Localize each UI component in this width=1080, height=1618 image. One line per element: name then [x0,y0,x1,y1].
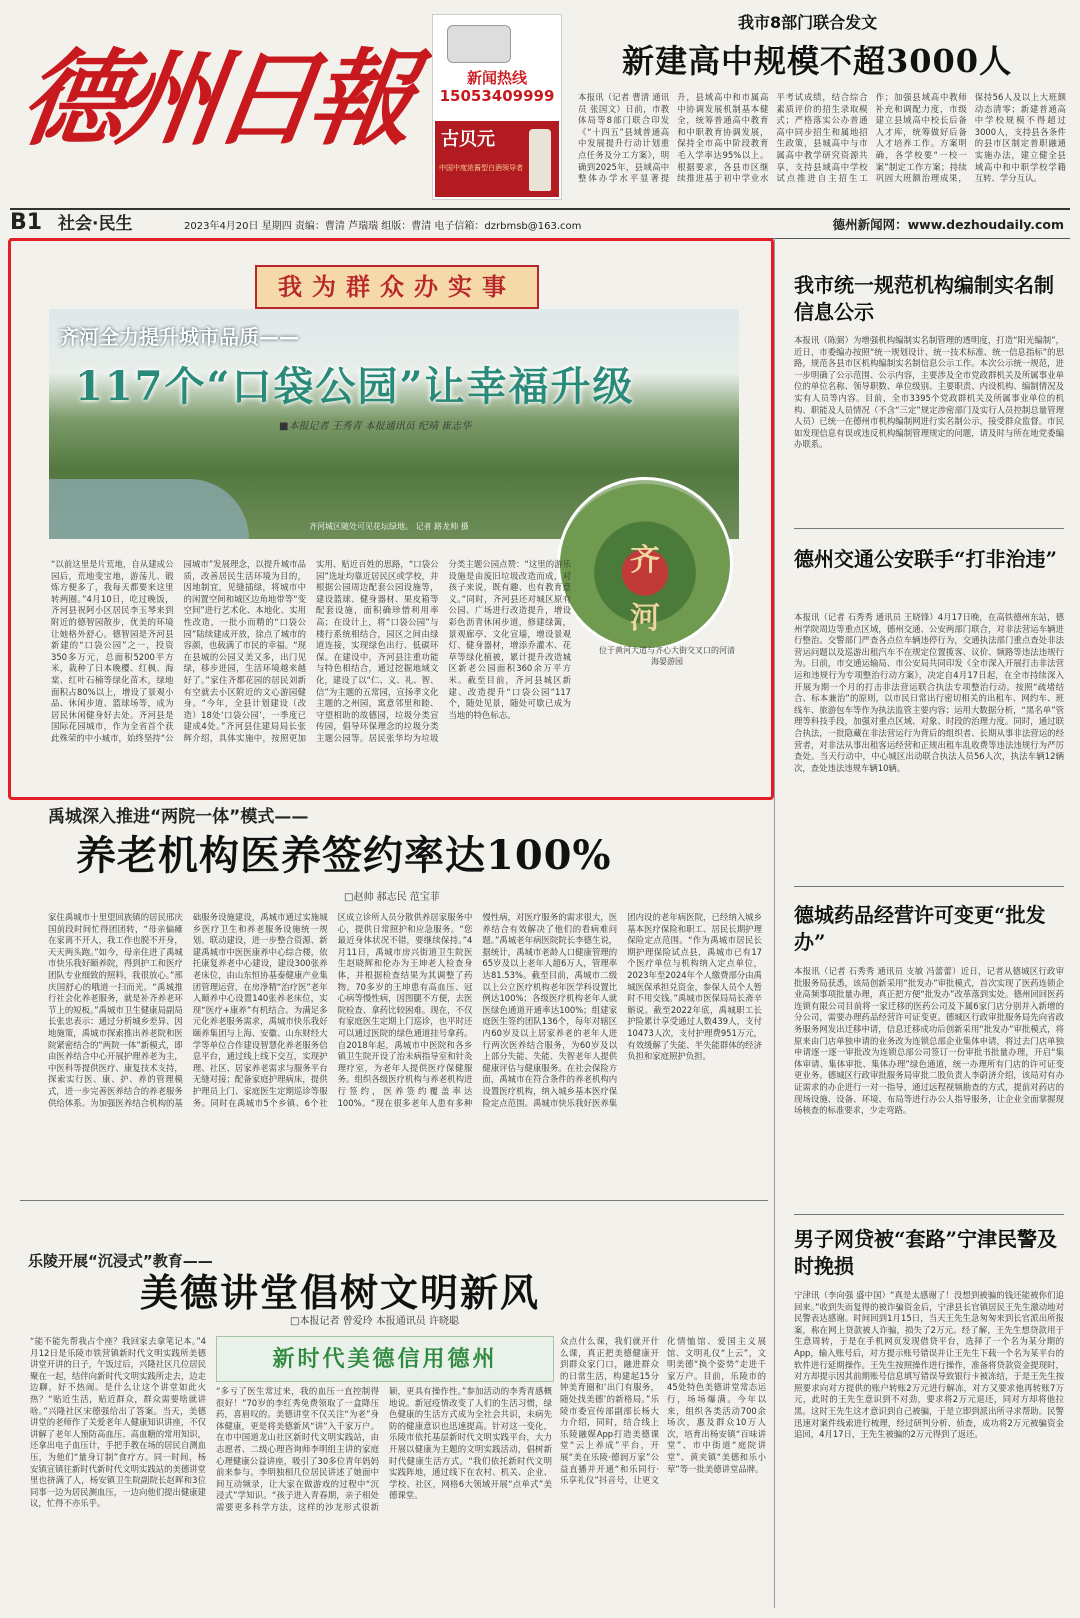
feature-headline: 117个“口袋公园”让幸福升级 [75,363,635,410]
ad-brand: 古贝元 [441,129,495,150]
feature-body: “以前这里是片荒地，自从建成公园后，荒地变宝地，游荡儿、锻炼方便多了，我每天都要来这里转两圈。”4月10日，吃过晚饭，齐河县祝阿小区居民李玉琴来到附近的德智园散步，优美的环境让她格外舒心。德智园是齐河县新建的“口袋公园”之一，投资350多万元，总面积5200平方米，栽种了日本晚樱、红枫、海棠、红叶石楠等绿化苗木，绿地面积占80%以上，增设了景观小品、休闲步道、篮球场等，成为居民休闲健身好去处。齐河县是国际花园城市，作为全省首个获此殊荣的中小城市，始终坚持“公园城市”发展理念，以提升城市品质，改善居民生活环境为目的，因地制宜，见缝插绿，将城市中的闲置空间和城区边角地带等“变空间”进行艺术化、本地化、实用性改造，一批小而精的“口袋公园”陆续建成开放，徐点了城市的容颜，也载满了市民的幸福。“现在县城的公园又美又多，出门见绿，移步进园，生活环境越来越好了。”家住齐都花园的居民刘新有空就去小区附近的文心游园健身。“今年，全县计划建设（改造）18处‘口袋公园’，一季度已建成4处。”齐河县住建局局长张辉介绍，具体实施中，按照更加实用、贴近百姓的思路，“口袋公园”选址均靠近居民区或学校，并根据公园周边配套公园设施等，建设篮球、健身器材、果皮箱等配套设施，面积确珍惜利用率高；在设计上，将“口袋公园”与楼行系统相结合，园区之间由绿道连接，实现绿色出行、低碳环保。在建设中，齐河县注重功能与特色相结合，通过挖掘地域文化，建设了以“仁、义、礼、智、信”为主题的五常园，宣扬孝文化主题的之州园，寓意邻里和睦、守望相助的故德园，垃圾分类宣传园，倡导环保理念的垃圾分类主题公园等。居民张华均为垃圾分类主题公园点赞：“这里的游乐设施是由废旧垃圾改造而成，对孩子来说，既有趣、也有教育意义。”同时，齐河县还对城区原有公园、广场进行改造提升，增设彩色沥青休闲步道，修建绿篱，景观廊亭、文化宣墙，增设景观灯、健身器材，增添乔灌木、花草等绿化植被，累计提升改造城区新老公园面积360余万平方米。截至目前，齐河县城区新建、改造提升“口袋公园”117个，随处见景，随处可歇已成为当地的特色标志。 [51,559,571,743]
top-story-headline: 新建高中规模不超3000人 [622,42,1013,80]
divider [794,1214,1064,1215]
flower-garden-inset-photo [557,477,733,651]
divider [20,1200,768,1201]
ad-slogan: 中国中度浓酱型白酒领导者 [439,164,523,172]
inset-flower-text: 齐河 [630,543,660,636]
feature-body-continued [577,653,757,777]
hotline-number: 15053409999 [439,87,555,105]
hotline-ad-box [432,14,562,200]
right-story-2-body: 本报讯（记者 石秀秀 通讯员 王晓锋）4月17日晚，在高铁德州东站，德州学院周边等重点区域，德州交通、公安两部门联合，对非法营运车辆进行整治。交警部门严查各点位车辆违停行为，交通执法部门重点查处非法营运问题以及巡游出租汽车不在规定位置揽客、议价、频路等违法违规行为。日前，市交通运输局、市公安局共同印发《全市深入开展打击非法营运和违规行为专项整治行动方案》，决定自4月17日起，在全市持续深入开展为期一个月的打击非法营运联合执法专项整治行动。按照“疏堵结合、标本兼治”的原则，以市民日常出行密切相关的出租车、网约车、班线车、旅游包车等作为执法监管主要内容；运用大数据分析，“黑名单”管理等科技手段，加强对重点区域、对象、时段的治理力度。同时，通过联合执法，一批隐藏在非法营运行为背后的组织者、长期从事非法营运的经营者，对非法从事出租客运经营和正规出租车乱收费等违法违规行为严厉查处。当天行动中，中心城区出动联合执法人员56人次，执法车辆12辆次，查处违法违规车辆10辆。 [794,612,1064,773]
hotline-label: 新闻热线 [466,69,527,87]
right-story-3-body: 本报讯（记者 石秀秀 通讯员 支敏 冯蕾蕾）近日，记者从德城区行政审批服务局获悉，该局创新采用“批发办”审批模式，首次实现了医药连锁企业高频事项批量办理，真正把方便“批发办”改革落到实处。德州回回医药连锁有限公司目前将一家迁移的医药公司及下属6家门店分别并入新增的分公司，需要办理药品经营许可证变更。德城区行政审批服务局先向省政务服务网发出迁移申请，信息迁移成功后创新采用“批发办”审批模式，将原来由门店单独申请的业务改为连锁总部企业集体申请，将过去门店单独申请逐一逐一审批改为连锁总部公司签订一份审批书批量办理，开启“集体审请、集体审批、集体办理”绿色通道，统一办理所有门店的许可证变更业务。德城区行政审批服务局审批二股负责人李蔚济介绍，该局对有办证需求的办企进行一对一指导，通过远程视频勘查的方式，提前对药店的现场设施、设备、环境、布局等进行办公人指导服务，让企业全面掌握现场核查的标准要求，少走弯路。 [794,966,1064,1116]
website-info: 德州新闻网：www.dezhoudaily.com [832,217,1064,232]
right-story-2-title: 德州交通公安联手“打非治违” [794,547,1058,571]
feature-article-highlight [8,238,774,800]
divider [794,528,1064,529]
bottle-icon [529,129,551,191]
telephone-icon [447,25,511,63]
feature-banner-text: 我为群众办实事 [278,272,516,301]
bottom-story-right-body: 众点什么课，我们就开什么课，真正把美德健康开到群众家门口，融进群众的日常生活，构建起15分钟美育圈和’出门有服务，随处找美德’的新格局。”乐陵市委宣传部副部长杨大力介绍，同时，结合线上乐陵融媒App打造美德课堂“云上养成”平台，开展“美在乐陵·德润万家”公益直播并开通“和乐同行·乐享礼仪”抖音号，让更文化情恤馆、爱国主义展馆、文明礼仪“上云”，文明美德“换个姿势”走进千家万户。目前，乐陵市的45处特色美德讲堂常态运行，场场爆满。今年以来，组织各类活动700余场次，惠及群众10万人次，培育出杨安镇“百味讲堂”、市中街道“庭院讲堂”、黄夹镇“美德和乐小荤”等一批美德讲堂品牌。 [560,1336,766,1486]
right-story-4-body: 宁津讯（李向强 盛中国）“真是太感谢了！没想到被骗的钱还能被你们追回来。”收到失而复得的被诈骗资金后，宁津县长官镇居民王先生激动地对民警表达感谢。时间回到1月15日，当天王先生急匆匆来到长官派出所报案，称在网上贷款被人诈骗，损失了2万元。经了解，王先生想贷款用于生意周转，于是在手机网页发现借贷平台，选择了一个名为某分期的App，输入账号后，对方提示账号错误并让王先生下载一个名为某平台的软件进行延期操作。王先生按照操作进行操作，准备将贷款资金提现时，对方却提示因其前期账号信息填写错误导致银行卡被冻结，于是王先生按照要求向对方提供的账户转账2万元进行解冻，对方又要求他再转账7万元，此时的王先生意识到不对劲，要求将2万元退还，同对方却将他拉黑。这时王先生这才意识到自己被骗，于是立即到派出所寻求帮助。民警迅速对案件线索进行梳理，经过研判分析、侦查，成功将2万元被骗资金追回，4月17日，王先生被骗的2万元得到了返还。 [794,1290,1064,1440]
bottom-story-byline: □本报记者 曾爱玲 本报通讯员 许晓聪 [290,1316,459,1327]
virtue-credit-banner [216,1336,554,1382]
column-divider [774,238,775,1608]
liquor-advertisement [435,121,559,197]
river-shape [49,479,249,539]
virtue-credit-banner-text: 新时代美德信用德州 [272,1346,498,1372]
feature-photo-caption: 齐河城区随处可见花坛绿地。 记者 路龙帅 摄 [309,522,469,531]
bottom-story-middle-body: “多亏了医生常过来，我的血压一直控制得很好！”70岁的李红秀免费领取了一盒降压药，喜眉叹的。美德讲堂不仅关注“为老”身体健康，更是将美德新风“讲”入千家万户。在市中国道龙山社区新时代文明实践站，由志愿者、二级心理咨询师李明组主讲的家庭心理健康公益讲座，吸引了30多位青年妈妈前来参与。李明独相几位居民讲述了她面中间互动频录，让大家在做游戏的过程中“沉浸式”学知识。“孩子进入青春期，亲子相处需要更多科学方法，这样的沙龙形式很新颖，更具有操作性。”参加活动的李秀青感概地说。新冠疫情改变了人们的生活习惯，绿色健康的生活方式成为全社会共识，未病先防的健康意识也迅速提高。针对这一变化，乐陵市依托基层新时代文明实践平台，大力开展以健康为主题的文明实践活动，倡树新时代健康生活方式。“我们依托新时代文明实践阵地，通过线下在农村、机关、企业、学校、社区，网格6大领域开展“点单式”美德课堂。 [216,1386,552,1512]
top-story-body: 本报讯（记者 曹清 通讯员 张国文）日前，市教体局等8部门联合印发《“十四五”县域普通高中发展提升行动计划重点任务及分工方案》，明确到2025年，县域高中整体办学水平显著提升，县域高中和市属高中协调发展机制基本健全，统筹普通高中教育和中职教育协调发展，保持全市高中阶段教育毛入学率达95%以上。根据要求，各县市区继续推进基于初中学业水平考试成绩，结合综合素质评价的招生录取模式；严格落实公办普通高中同步招生和属地招生政策，县城高中与市属高中教学研究资源共享，支持县域高中学校试点推进自主招生工作；加强县域高中教师补充和调配力度，市级建立县域高中校长后备人才库，统筹做好后备人才培养工作。方案明确，各学校要“一校一案”制定工作方案；持续巩固大班额治理成果，保持56人及以上大班额动态清零；新建普通高中学校规模不得超过3000人，支持县各条件的县市区制定普职融通实施办法，建立健全县域高中和中职学校学籍互转、学分互认。 [578,92,1066,184]
right-story-3-title: 德城药品经营许可变更“批发办” [794,903,1046,954]
right-story-1-title: 我市统一规范机构编制实名制信息公示 [794,273,1054,324]
section-name: 社会·民生 [58,214,133,234]
page-code: B1 [10,210,43,235]
issue-info: 2023年4月20日 星期四 责编：曹清 芦瑞瑞 组版：曹清 电子信箱：dzrbmsb@163.com [184,221,582,232]
date-bar [10,208,1070,239]
middle-story-body: 家住禹城市十里望回族镇的居民邢庆国前段时间忙得团团转，“母亲偏瘫在家离不开人，我工作也脱不开身，天天两头跑。”如今，母亲住进了禹城市快乐我好颐养院，得到护工和医疗团队专业细致的照料，我很放心。”邢庆国舒心的哦道一扫而光。“禹城推行社会化养老服务，就是补齐养老环节上的短板。”禹城市卫生健康局副局长张忠表示：通过分析城乡差异、因地施策，禹城市探索推出养老院和医院紧密结合的“两院一体”新模式，即由医养结合中心开展护理养老为主，中医科等提供医疗、康复技术支持，探索实行医、康、护、养的管理模式，进一步完善医养结合的养老服务供给体系。为加强医养结合机构的基础服务设施建设，禹城市通过实施城乡医疗卫生和养老服务设施统一规划、联动建设，进一步整合资源、新建禹城市中医医康养中心综合楼，依托康复养老中心建设，建设300张养老床位，由山东恒协基泰健康产业集团管理运营，在房净精“治疗医”老年人颐养中心设置140张养老床位，实现“医疗+康养”有机结合。为满足多元化养老服务需求，禹城市快乐我好颐养集团与上海、安徽、山东财经大学等单位合作建设智慧化养老服务信息平台，通过线上线下交互，实现护理、社区、居家养老需求与服务平台无缝对接；配备家庭护理病床，提供护理员上门、家庭医生定期巡诊等服务。同时在禹城市5个乡镇、6个社区成立诊所人员分散供养居家服务中心，提供日常照护和应急服务。“您最近身体状况不错，要继续保持。”4月11日，禹城市房兴街道卫生院医生赵晓辉和伦办为王坤老人检查身体，并根据检查结果为其调整了药物。70多岁的王坤患有高血压、冠心病等慢性病，因图腿不方便，去医院检查、拿药比较困难。现在，不仅有家庭医生定期上门巡诊，也平时还可以通过医院的绿色通道挂号拿药。自2018年起，禹城市中医院和各乡镇卫生院开设了治未病指导室和针灸理疗室，为老年人提供医疗保健服务。组织各级医疗机构与养老机构进行签约，医养签约覆盖率达100%。“现在很多老年人患有多种慢性病，对医疗服务的需求很大，医养结合有效解决了他们的看病难问题。”禹城老年病医院院长李德生说，据统计，禹城市老龄人口健康管理的65岁及以上老年人超6万人，管理率达81.53%。截至目前，禹城市二级以上公立医疗机构老年医学科设置比例达100%；各级医疗机构老年人就医绿色通道开通率达100%；组建家庭医生签约团队136个，每年对辖区内60岁及以上居家养老的老年人进行两次医养结合服务，为60岁及以上部分失能、失能、失智老年人提供健康评估与健康服务。在社会保险方面，禹城市在符合条件的养老机构内设置医疗机构，纳入城乡基本医疗保险定点范围。禹城市快乐我好医养集团内设的老年病医院，已经纳入城乡基本医疗保险和职工、居民长期护理保险定点范围。“作为禹城市居民长期护理保险试点县，禹城市已有17个医疗单位与机构纳入定点单位，2023年至2024年个人缴费部分由禹城医保承担兑资金，参保人员个人暂时不用交钱。”禹城市医保局局长斋辛斛说。截至2022年底，禹城职工长护险累计享受通过人数439人，支付10473人次，支付护理费951万元，有效缓解了失能、半失能群体的经济负担和家庭照护负担。 [48,912,762,1108]
feature-kicker: 齐河全力提升城市品质—— [59,325,299,349]
bottom-story-column-1: “能不能先帮我占个座？我回家去拿笔记本。”4月12日是乐陵市铁营镇新时代文明实践所美德讲堂开讲的日子，午饭过后，兴隆社区几位居民聚在一起，结伴向新时代文明实践所走去，边走边聊，好不热闹。是什么让这个讲堂如此火热？“贴近生活，贴近群众，群众需要啥就讲啥。”兴隆社区宋德强给出了答案。当天，美德讲堂的老师作了关爱老年人健康知识讲座，不仅讲解了老年人预防高血压、高血糖的常用知识，还拿出电子血压计，手把手教在场的居民自测血压，为他们“量身订制”食疗方。同一时间，杨安镇宣镇往新时代新时代文明实践站的美德讲堂里也挤满了人，杨安镇卫生院副院长赵晖和3位同事一边为居民测血压，一边向他们提出健康建议，忙得不亦乐乎。 [30,1336,206,1509]
middle-story-headline: 养老机构医养签约率达100% [76,832,612,879]
feature-byline: ■本报记者 王秀青 本报通讯员 纪靖 崔志华 [279,421,472,432]
right-story-1-body: 本报讯（陈弼）为增强机构编制实名制管理的透明度，打造“阳光编制”，近日，市委编办按照“统一规划设计、统一技术标准、统一信息指标”的思路，规范各县市区机构编制实名制信息公示工作。本次公示统一规范，进一步明确了公示范围、公示内容，主要涉及全市党政群机关及所属事业单位的单位名称、领导职数、单位级别、主要职责、内设机构、编制情况及实有人员等内容。目前，全市3395个党政群机关及所属事业单位的机构、职能及人员情况（不含“三定”规定涉密部门及实行人员控制总量管理人员）已统一在德州市机构编制网进行实名制公示，接受群众监督。市民如发现信息有误或违反机构编制管理规定的问题，请及时与所在地党委编办联系。 [794,335,1064,450]
middle-story-byline: □赵帅 郝志民 范宝菲 [344,892,440,903]
bottom-story-headline: 美德讲堂倡树文明新风 [140,1270,541,1315]
right-story-4-title: 男子网贷被“套路”宁津民警及时挽损 [794,1227,1058,1278]
divider [794,886,1064,887]
inset-photo-caption: 位于黄河大道与齐心大街交叉口的河清海晏游园 [599,646,735,666]
feature-banner [255,265,539,309]
middle-story-kicker: 禹城深入推进“两院一体”模式—— [48,807,309,827]
bottom-story-kicker: 乐陵开展“沉浸式”教育—— [28,1252,213,1270]
top-story-kicker: 我市8部门联合发文 [738,13,878,32]
newspaper-logo: 德州日報 [13,37,415,160]
